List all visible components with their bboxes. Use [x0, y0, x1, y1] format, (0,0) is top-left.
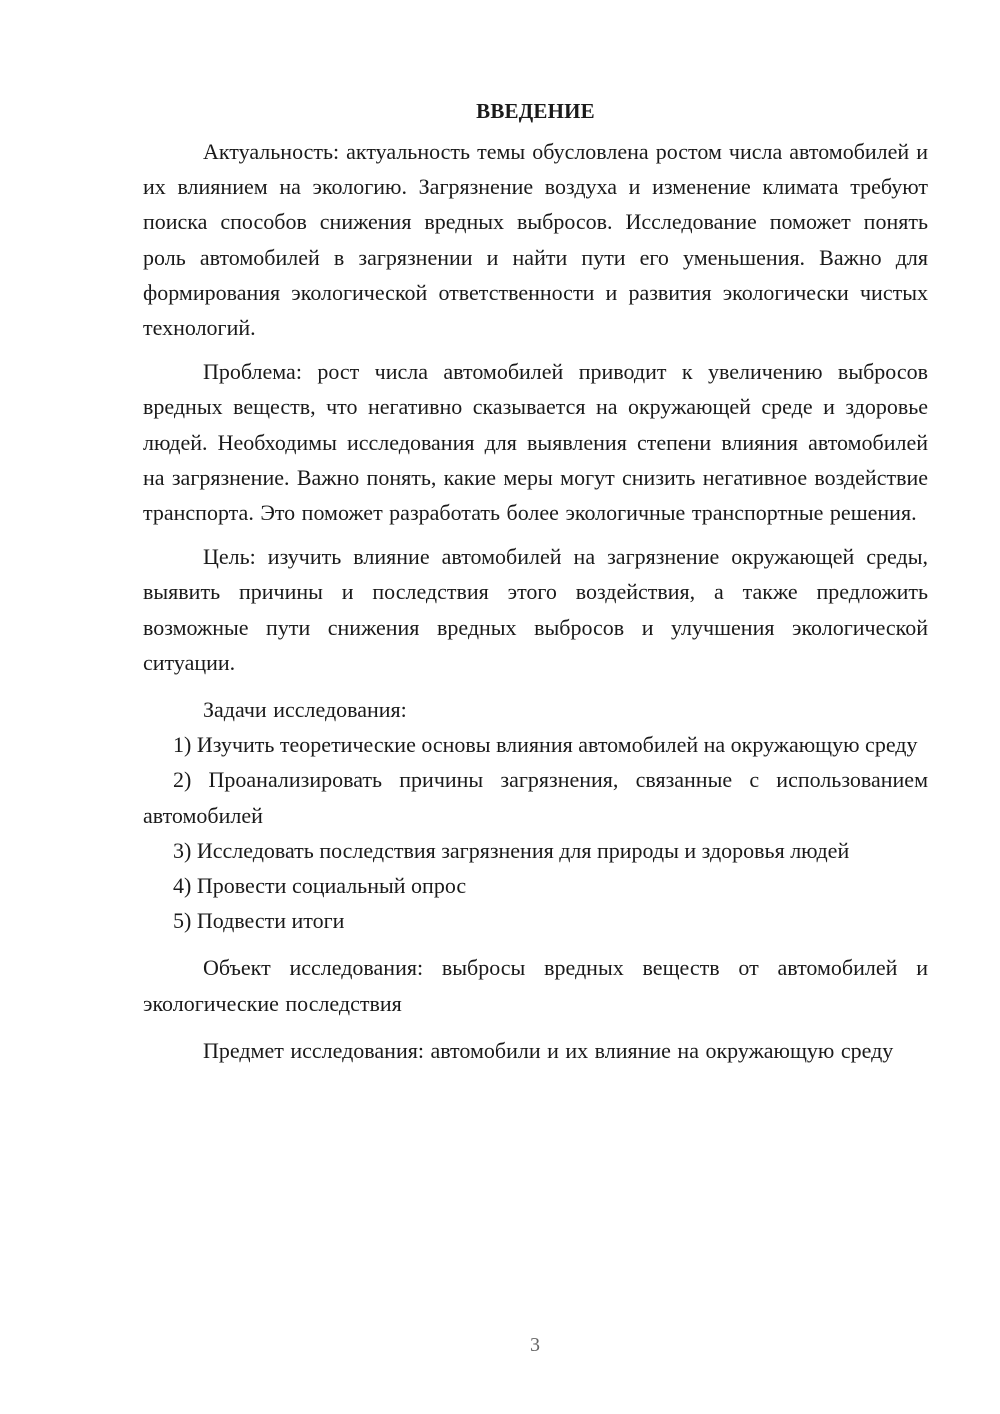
- relevance-paragraph: Актуальность: актуальность темы обусловлена ростом числа автомобилей и их влиянием на экологию. Загрязнение воздуха и изменение климата требуют поиска способов снижения вредных выбросов. Исследование поможет понять роль автомобилей в загрязнении и найти пути его уменьшения. Важно для формирования экологической ответственности и развития экологически чистых технологий.: [143, 139, 928, 341]
- task-item-5: 5) Подвести итоги: [173, 908, 345, 934]
- page-title: ВВЕДЕНИЕ: [476, 99, 595, 123]
- task-item-1: 1) Изучить теоретические основы влияния автомобилей на окружающую среду: [173, 732, 918, 758]
- page-number: 3: [530, 1334, 540, 1356]
- object-paragraph: Объект исследования: выбросы вредных веществ от автомобилей и экологические последствия: [143, 955, 928, 1016]
- tasks-heading: Задачи исследования:: [203, 697, 407, 723]
- subject-paragraph: Предмет исследования: автомобили и их влияние на окружающую среду: [203, 1037, 894, 1063]
- tasks-list: [143, 727, 928, 938]
- problem-paragraph: Проблема: рост числа автомобилей приводит к увеличению выбросов вредных веществ, что негативно сказывается на окружающей среде и здоровье людей. Необходимы исследования для выявления степени влияния автомобилей на загрязнение. Важно понять, какие меры могут снизить негативное воздействие транспорта. Это поможет разработать более экологичные транспортные решения.: [143, 359, 928, 526]
- goal-paragraph: Цель: изучить влияние автомобилей на загрязнение окружающей среды, выявить причины и последствия этого воздействия, а также предложить возможные пути снижения вредных выбросов и улучшения экологической ситуации.: [143, 544, 928, 675]
- page-content: [143, 96, 928, 1068]
- task-item-4: 4) Провести социальный опрос: [173, 873, 467, 899]
- task-item-3: 3) Исследовать последствия загрязнения для природы и здоровья людей: [173, 837, 850, 863]
- task-item-2: 2) Проанализировать причины загрязнения, связанные с использованием автомобилей: [143, 767, 928, 828]
